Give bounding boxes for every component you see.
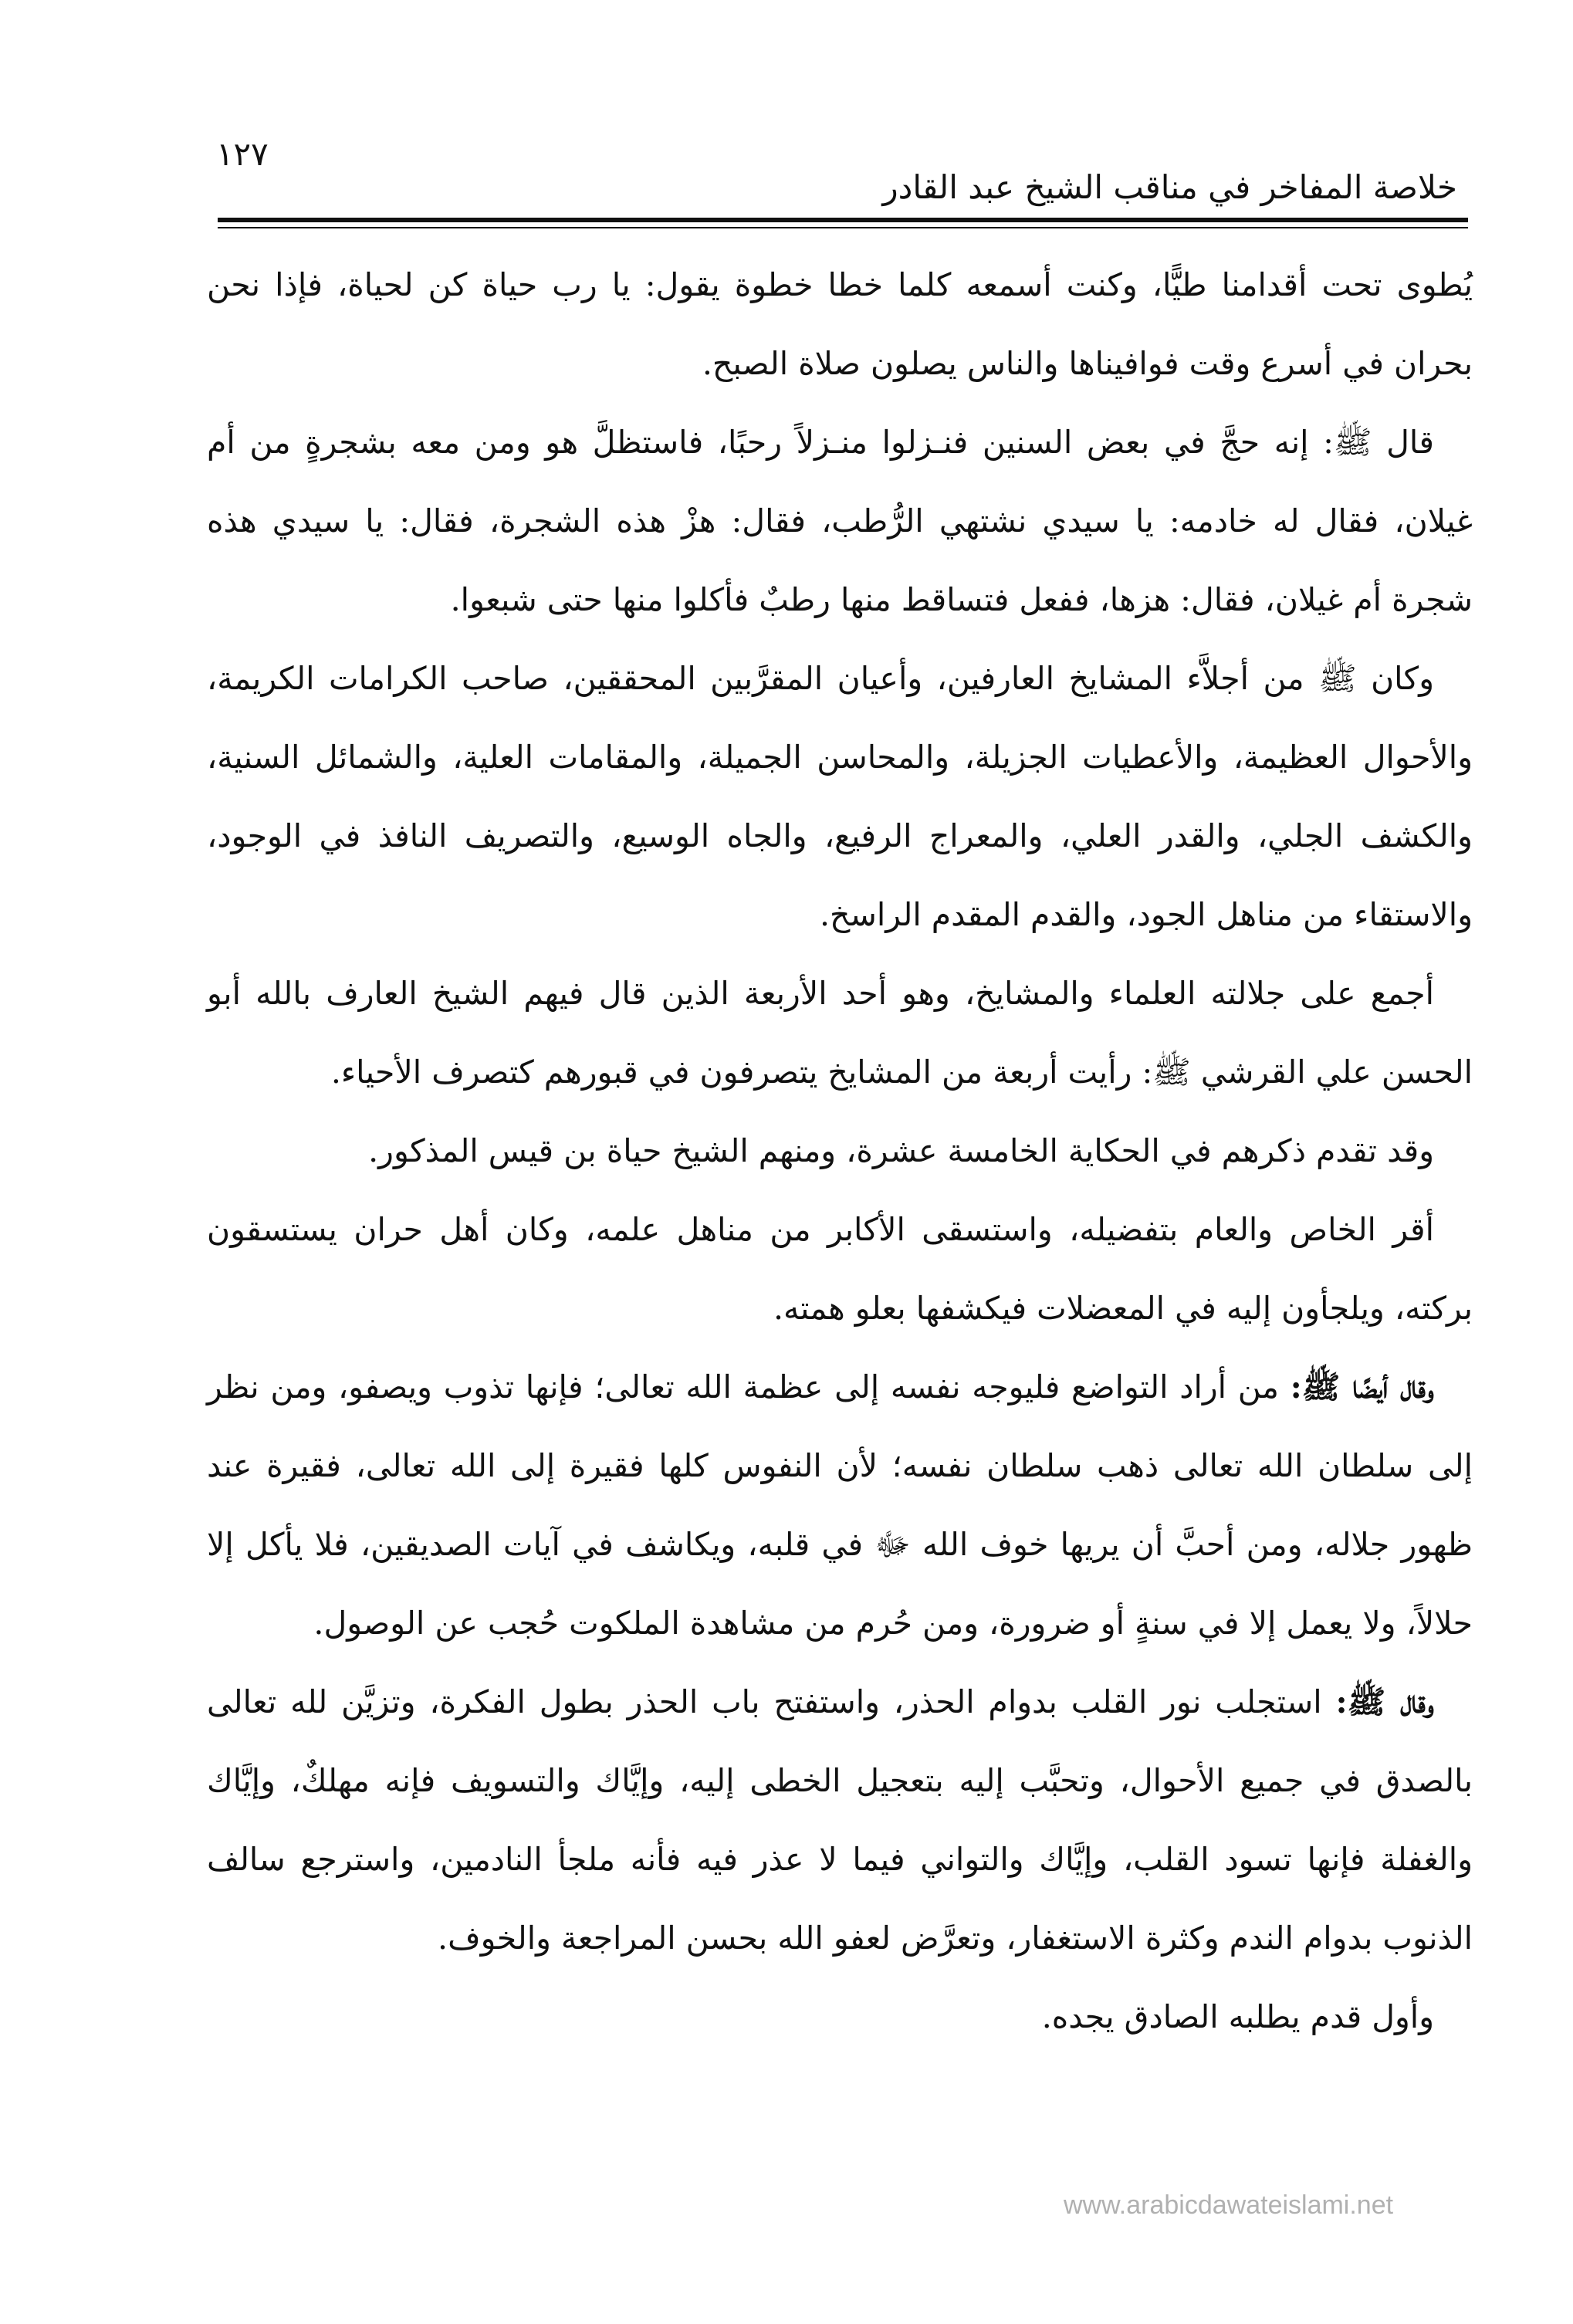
paragraph-text: من أراد التواضع فليوجه نفسه إلى عظمة الله تعالى؛ فإنها تذوب ويصفو، ومن نظر إلى سلطان الله تعالى ذهب سلطان نفسه؛ لأن النفوس كلها فقيرة إلى الله تعالى، فقيرة عند ظهور جلاله، ومن أحبَّ أن يريها خوف الله ﷻ في قلبه، ويكاشف في آيات الصديقين، فلا يأكل إلا حلالاً، ولا يعمل إلا في سنةٍ أو ضرورة، ومن حُرم من مشاهدة الملكوت حُجب عن الوصول.: [207, 1368, 1473, 1642]
paragraph-lead: قال ﷺ:: [1323, 424, 1434, 461]
running-header-title: خلاصة المفاخر في مناقب الشيخ عبد القادر: [882, 168, 1457, 206]
paragraph-text: إنه حجَّ في بعض السنين فنـزلوا منـزلاً رحبًا، فاستظلَّ هو ومن معه بشجرةٍ من أم غيلان، فقال له خادمه: يا سيدي نشتهي الرُّطب، فقال: هزْ هذه الشجرة، فقال: يا سيدي هذه شجرة أم غيلان، فقال: هزها، ففعل فتساقط منها رطبٌ فأكلوا منها حتى شبعوا.: [207, 424, 1473, 618]
paragraph: [207, 954, 1473, 1111]
paragraph: [207, 1977, 1473, 2056]
paragraph-text: يُطوى تحت أقدامنا طيًّا، وكنت أسمعه كلما خطا خطوة يقول: يا رب حياة كن لحياة، فإذا نحن بحران في أسرع وقت فوافيناها والناس يصلون صلاة الصبح.: [207, 266, 1473, 382]
paragraph: [207, 1111, 1473, 1190]
paragraph: [207, 245, 1473, 403]
header-rule-thin: [218, 227, 1468, 228]
paragraph-text: وقد تقدم ذكرهم في الحكاية الخامسة عشرة، ومنهم الشيخ حياة بن قيس المذكور.: [368, 1132, 1434, 1169]
paragraph-text: وأول قدم يطلبه الصادق يجده.: [1041, 1998, 1434, 2035]
paragraph-lead: وقال ﷺ:: [1335, 1683, 1434, 1720]
paragraph: [207, 403, 1473, 639]
page-number: ١٢٧: [216, 135, 269, 173]
watermark-url: www.arabicdawateislami.net: [1064, 2190, 1394, 2220]
paragraph: [207, 1190, 1473, 1348]
paragraph-text: أقر الخاص والعام بتفضيله، واستسقى الأكابر من مناهل علمه، وكان أهل حران يستسقون بركته، ويلجأون إليه في المعضلات فيكشفها بعلو همته.: [207, 1211, 1473, 1327]
paragraph: [207, 1348, 1473, 1663]
paragraph: [207, 639, 1473, 954]
paragraph-text: استجلب نور القلب بدوام الحذر، واستفتح باب الحذر بطول الفكرة، وتزيَّن لله تعالى بالصدق في جميع الأحوال، وتحبَّب إليه بتعجيل الخطى إليه، وإيَّاك والتسويف فإنه مهلكٌ، وإيَّاك والغفلة فإنها تسود القلب، وإيَّاك والتواني فيما لا عذر فيه فأنه ملجأ النادمين، واسترجع سالف الذنوب بدوام الندم وكثرة الاستغفار، وتعرَّض لعفو الله بحسن المراجعة والخوف.: [207, 1683, 1473, 1957]
paragraph-lead: وقال أيضًا ﷺ:: [1290, 1368, 1434, 1406]
paragraph-text: أجمع على جلالته العلماء والمشايخ، وهو أحد الأربعة الذين قال فيهم الشيخ العارف بالله أبو الحسن علي القرشي ﷺ: رأيت أربعة من المشايخ يتصرفون في قبورهم كتصرف الأحياء.: [207, 975, 1473, 1091]
body-text: [207, 245, 1473, 2056]
paragraph-text: وكان ﷺ من أجلاَّء المشايخ العارفين، وأعيان المقرَّبين المحققين، صاحب الكرامات الكريمة، والأحوال العظيمة، والأعطيات الجزيلة، والمحاسن الجميلة، والمقامات العلية، والشمائل السنية، والكشف الجلي، والقدر العلي، والمعراج الرفيع، والجاه الوسيع، والتصريف النافذ في الوجود، والاستقاء من مناهل الجود، والقدم المقدم الراسخ.: [207, 660, 1473, 933]
header-rule: [218, 218, 1468, 222]
paragraph: [207, 1663, 1473, 1977]
